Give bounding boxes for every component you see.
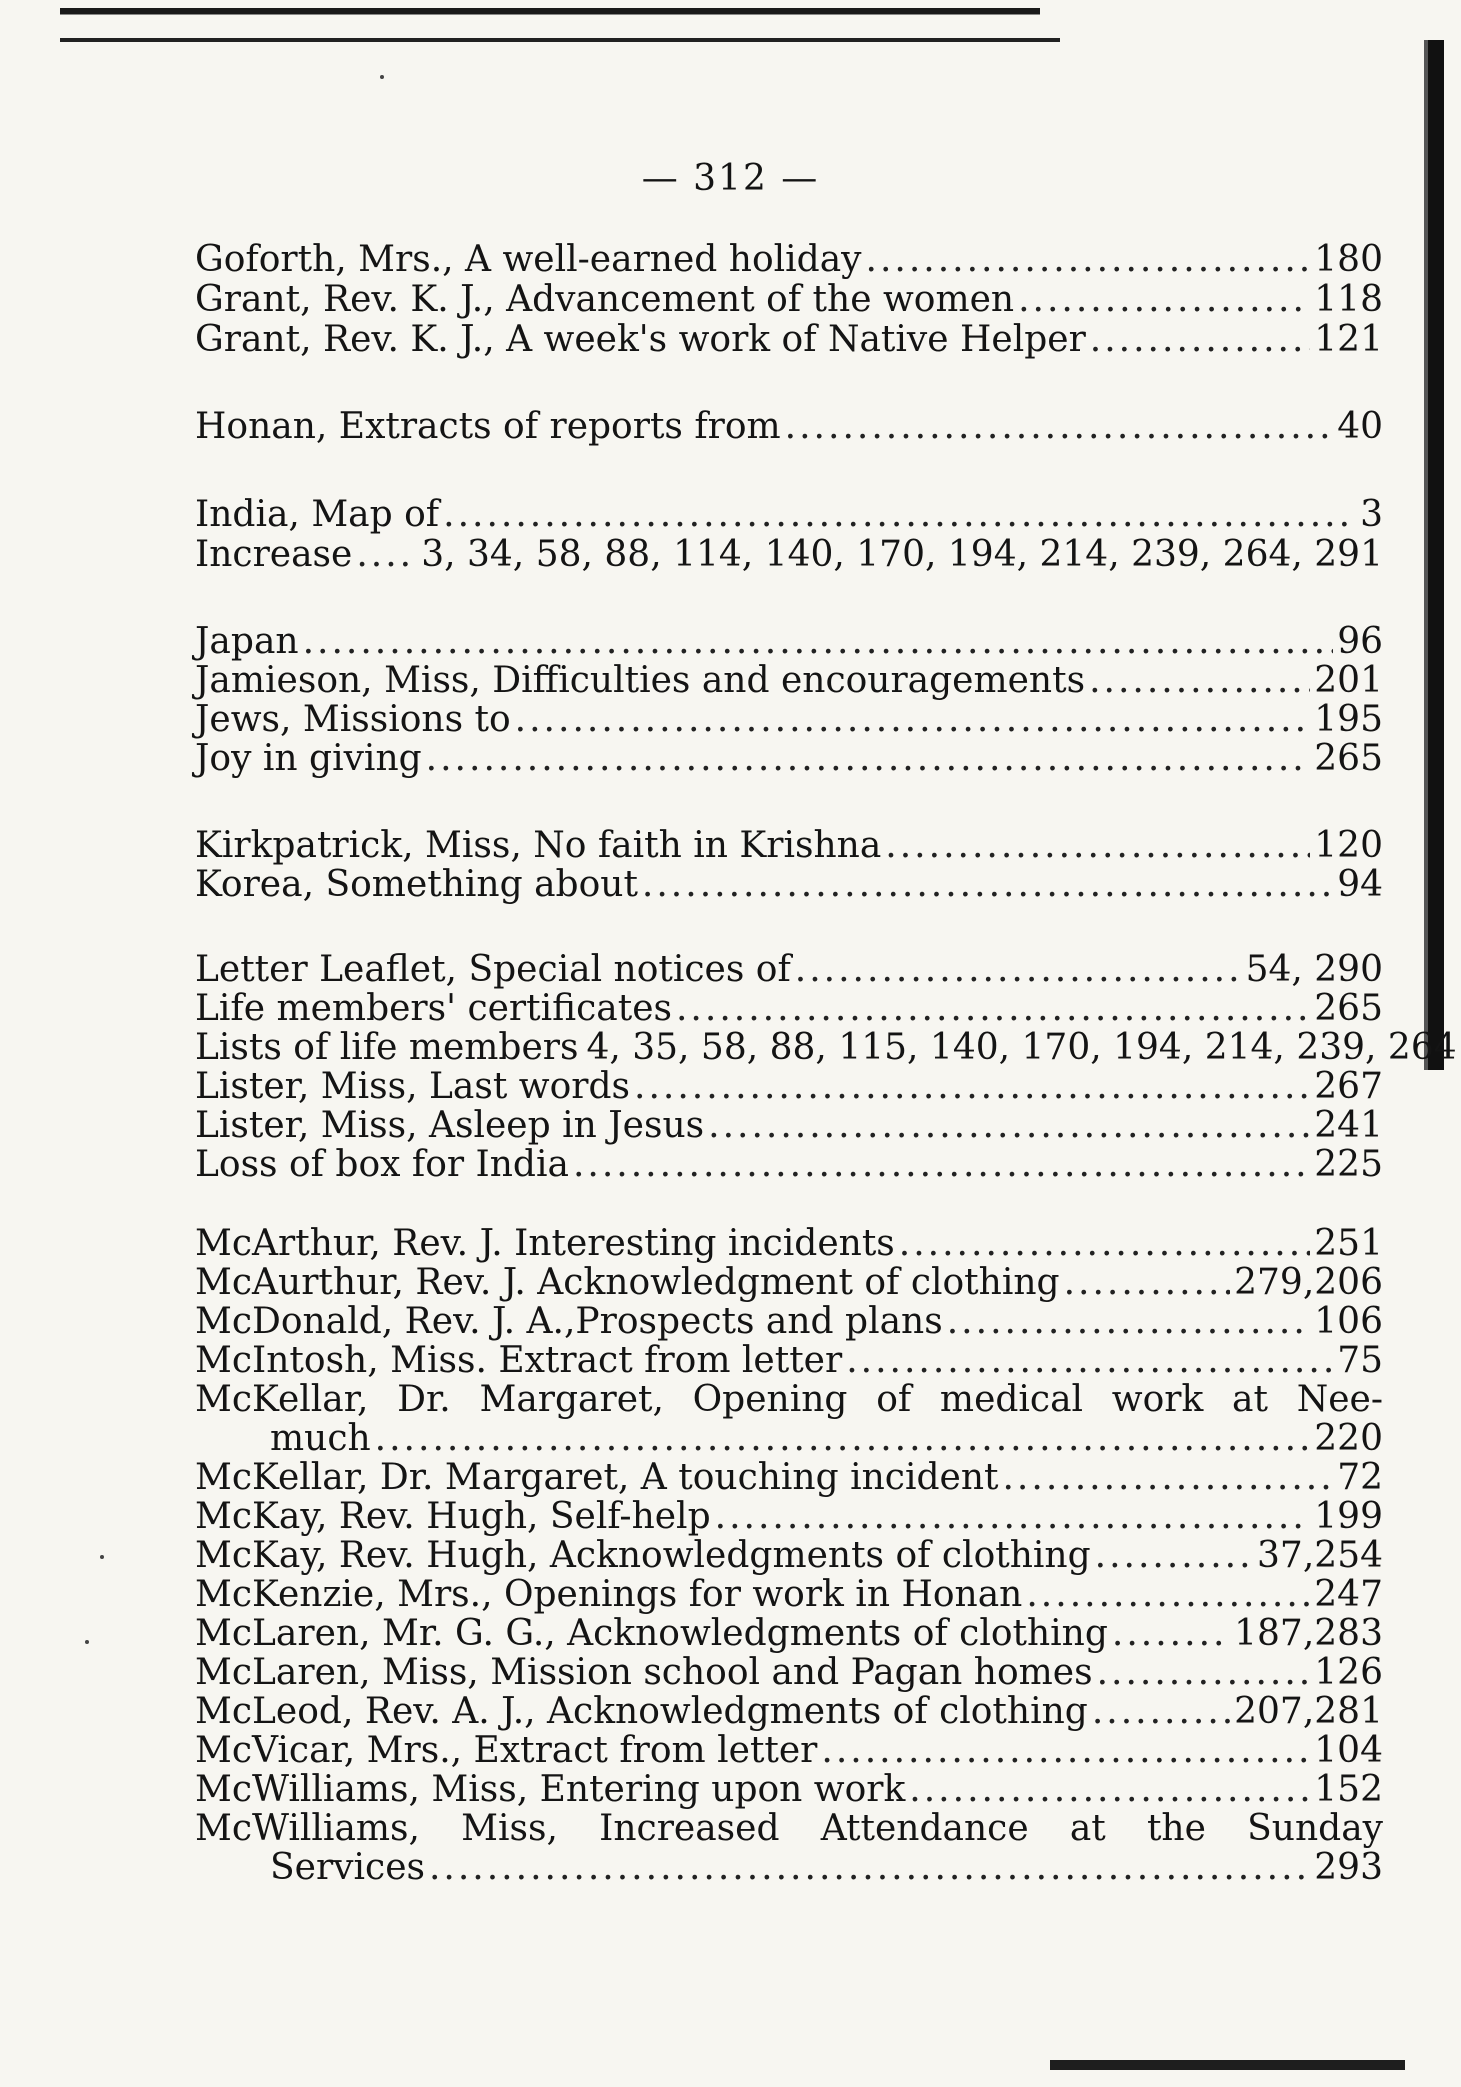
entry-pages: 267 [1314, 1066, 1383, 1107]
entry-text: McWilliams, Miss, Entering upon work [195, 1769, 906, 1810]
entry-pages: 94 [1337, 864, 1383, 905]
index-entry [195, 1224, 1383, 1264]
entry-text: Lister, Miss, Asleep in Jesus [195, 1105, 705, 1146]
entry-text: McKellar, Dr. Margaret, A touching incident [195, 1457, 999, 1498]
leader-dots [866, 240, 1311, 280]
top-rule-thin [60, 38, 1060, 42]
entry-pages: 106 [1314, 1301, 1383, 1342]
leader-dots [426, 739, 1311, 779]
entry-text: McWilliams, Miss, Increased Attendance at the Sunday [195, 1808, 1383, 1849]
entry-text: much [270, 1418, 371, 1459]
entry-pages: 126 [1314, 1652, 1383, 1693]
entry-text: McLaren, Mr. G. G., Acknowledgments of clothing [195, 1613, 1108, 1654]
index-entry [195, 1692, 1383, 1732]
entry-text: McKenzie, Mrs., Openings for work in Honan [195, 1574, 1023, 1615]
leader-dots [715, 1497, 1311, 1537]
entry-pages: 3, 34, 58, 88, 114, 140, 170, 194, 214, 239, 264, 291 [421, 534, 1383, 575]
leader-dots [1095, 1536, 1253, 1576]
leader-dots [846, 1341, 1333, 1381]
entry-text: Goforth, Mrs., A well-earned holiday [195, 239, 862, 280]
index-entry [195, 989, 1383, 1029]
leader-dots [785, 407, 1334, 447]
speck [380, 75, 384, 79]
index-entry [195, 622, 1383, 662]
entry-pages: 120 [1314, 825, 1383, 866]
entry-text: Life members' certificates [195, 988, 672, 1029]
index-entry [195, 407, 1383, 447]
entry-text: McDonald, Rev. J. A.,Prospects and plans [195, 1301, 943, 1342]
entry-pages: 72 [1337, 1457, 1383, 1498]
leader-dots [642, 865, 1333, 905]
leader-dots [899, 1224, 1311, 1264]
entry-pages: 251 [1314, 1223, 1383, 1264]
entry-pages: 3 [1360, 494, 1383, 535]
entry-pages: 152 [1314, 1769, 1383, 1810]
index-entry [195, 1380, 1383, 1420]
entry-pages: 199 [1314, 1496, 1383, 1537]
index-entry [195, 1341, 1383, 1381]
speck [85, 1640, 89, 1644]
entry-pages: 37,254 [1257, 1535, 1383, 1576]
entry-pages: 187,283 [1234, 1613, 1383, 1654]
leader-dots [1018, 280, 1310, 320]
index-entry [195, 1575, 1383, 1615]
entry-text: Services [270, 1847, 425, 1888]
entry-text: Loss of box for India [195, 1144, 569, 1185]
index-entry [195, 1770, 1383, 1810]
index-entry [195, 535, 1383, 575]
entry-text: McArthur, Rev. J. Interesting incidents [195, 1223, 895, 1264]
entry-pages: 4, 35, 58, 88, 115, 140, 170, 194, 214, 239, 264 [586, 1027, 1457, 1068]
entry-pages: 225 [1314, 1144, 1383, 1185]
leader-dots [375, 1419, 1311, 1459]
entry-text: Increase [195, 534, 353, 575]
entry-pages: 220 [1314, 1418, 1383, 1459]
entry-pages: 241 [1314, 1105, 1383, 1146]
leader-dots [909, 1770, 1310, 1810]
entry-text: McIntosh, Miss. Extract from letter [195, 1340, 843, 1381]
entry-text: Lister, Miss, Last words [195, 1066, 630, 1107]
index-entry [195, 320, 1383, 360]
bottom-rule [1050, 2060, 1405, 2070]
index-entry [195, 1848, 1383, 1888]
entry-text: McLeod, Rev. A. J., Acknowledgments of clothing [195, 1691, 1088, 1732]
entry-text: Letter Leaflet, Special notices of [195, 949, 791, 990]
leader-dots [303, 622, 1334, 662]
leader-dots [708, 1106, 1310, 1146]
leader-dots [1089, 661, 1310, 701]
index-entry [195, 1458, 1383, 1498]
leader-dots [443, 495, 1356, 535]
entry-text: Grant, Rev. K. J., A week's work of Native Helper [195, 319, 1086, 360]
leader-dots [1026, 1575, 1310, 1615]
leader-dots [885, 826, 1310, 866]
entry-text: McKay, Rev. Hugh, Acknowledgments of clothing [195, 1535, 1091, 1576]
entry-text: McLaren, Miss, Mission school and Pagan homes [195, 1652, 1093, 1693]
index-entry [195, 865, 1383, 905]
index-entry [195, 495, 1383, 535]
entry-text: Joy in giving [195, 738, 422, 779]
leader-dots [1002, 1458, 1333, 1498]
entry-pages: 104 [1314, 1730, 1383, 1771]
leader-dots [1090, 320, 1311, 360]
entry-text: Grant, Rev. K. J., Advancement of the women [195, 279, 1015, 320]
index-entry [195, 1027, 1457, 1068]
entry-pages: 279,206 [1234, 1262, 1383, 1303]
entry-pages: 207,281 [1234, 1691, 1383, 1732]
entry-pages: 118 [1314, 279, 1383, 320]
index-entry [195, 1106, 1383, 1146]
leader-dots [1092, 1692, 1230, 1732]
index-entry [195, 1263, 1383, 1303]
leader-dots [429, 1848, 1310, 1888]
entry-text: McKay, Rev. Hugh, Self-help [195, 1496, 711, 1537]
speck [100, 1555, 104, 1559]
index-entry [195, 661, 1383, 701]
leader-dots [947, 1302, 1311, 1342]
index-entry [195, 1653, 1383, 1693]
index-entry [195, 950, 1383, 990]
entry-pages: 121 [1314, 319, 1383, 360]
entry-text: Lists of life members [195, 1027, 579, 1068]
entry-text: McVicar, Mrs., Extract from letter [195, 1730, 818, 1771]
entry-pages: 247 [1314, 1574, 1383, 1615]
index-entry [195, 700, 1383, 740]
leader-dots [1112, 1614, 1230, 1654]
index-entry [195, 240, 1383, 280]
entry-text: McAurthur, Rev. J. Acknowledgment of clothing [195, 1262, 1060, 1303]
page-number: — 312 — [641, 158, 820, 199]
entry-text: Honan, Extracts of reports from [195, 406, 781, 447]
index-entry [195, 1302, 1383, 1342]
leader-dots [515, 700, 1311, 740]
index-entry [195, 1497, 1383, 1537]
entry-pages: 265 [1314, 738, 1383, 779]
entry-pages: 54, 290 [1245, 949, 1383, 990]
entry-text: Jamieson, Miss, Difficulties and encouragements [195, 660, 1086, 701]
index-entry [195, 280, 1383, 320]
index-entry [195, 739, 1383, 779]
leader-dots [1097, 1653, 1311, 1693]
leader-dots [821, 1731, 1310, 1771]
entry-pages: 265 [1314, 988, 1383, 1029]
leader-dots [676, 989, 1310, 1029]
index-entry [195, 1809, 1383, 1849]
leader-dots [634, 1067, 1310, 1107]
entry-text: India, Map of [195, 494, 440, 535]
index-entry [195, 1614, 1383, 1654]
leader-dots [795, 950, 1242, 990]
leader-dots [356, 535, 417, 575]
leader-dots [573, 1145, 1310, 1185]
entry-pages: 75 [1337, 1340, 1383, 1381]
entry-pages: 180 [1314, 239, 1383, 280]
index-entry [195, 1145, 1383, 1185]
entry-pages: 201 [1314, 660, 1383, 701]
entry-pages: 96 [1337, 621, 1383, 662]
entry-pages: 293 [1314, 1847, 1383, 1888]
index-entry [195, 826, 1383, 866]
entry-text: Jews, Missions to [195, 699, 511, 740]
entry-pages: 40 [1337, 406, 1383, 447]
index-entry [195, 1067, 1383, 1107]
index-entry [195, 1419, 1383, 1459]
entry-pages: 195 [1314, 699, 1383, 740]
entry-text: Japan [195, 621, 299, 662]
index-entry [195, 1536, 1383, 1576]
entry-text: Kirkpatrick, Miss, No faith in Krishna [195, 825, 882, 866]
top-rule [60, 8, 1040, 20]
entry-text: Korea, Something about [195, 864, 638, 905]
entry-text: McKellar, Dr. Margaret, Opening of medical work at Nee- [195, 1379, 1383, 1420]
index-entry [195, 1731, 1383, 1771]
leader-dots [1064, 1263, 1231, 1303]
